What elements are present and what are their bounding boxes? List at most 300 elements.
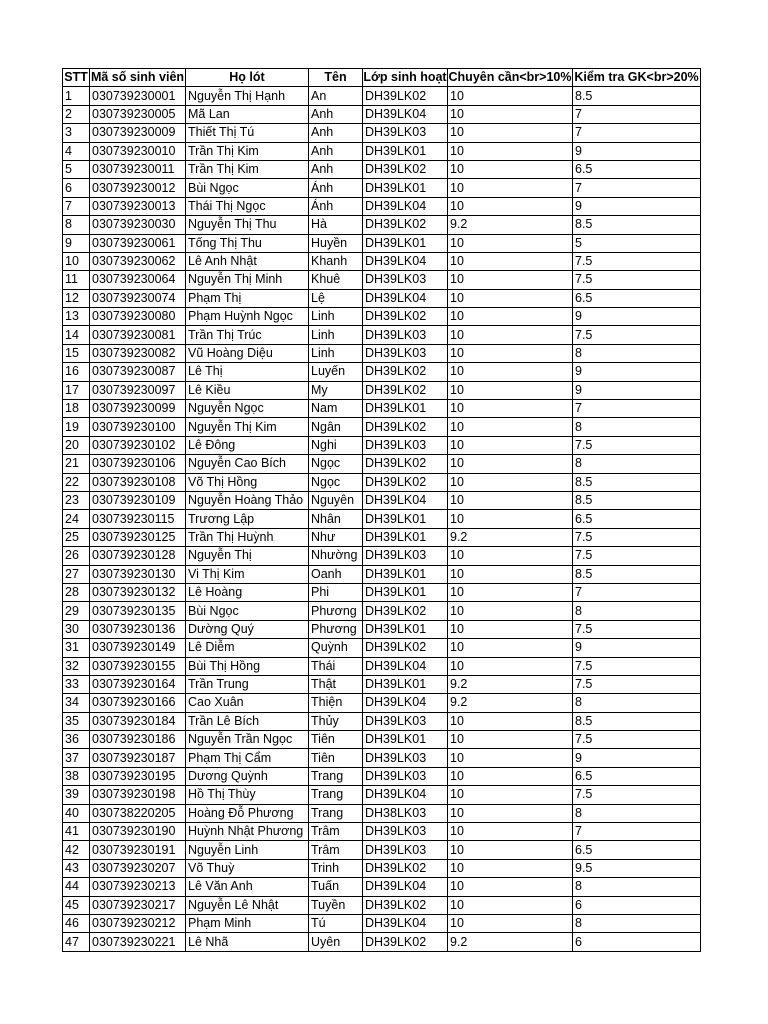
cell-stt: 22 bbox=[63, 473, 90, 491]
cell-class: DH39LK01 bbox=[363, 142, 448, 160]
cell-midterm: 8 bbox=[573, 418, 701, 436]
table-row bbox=[63, 620, 701, 638]
table-row bbox=[63, 859, 701, 877]
cell-stt: 17 bbox=[63, 381, 90, 399]
cell-stt: 39 bbox=[63, 786, 90, 804]
cell-attendance: 10 bbox=[448, 234, 573, 252]
cell-last-middle-name: Nguyễn Thị Kim bbox=[186, 418, 309, 436]
header-row bbox=[63, 69, 701, 87]
cell-midterm: 9 bbox=[573, 639, 701, 657]
cell-midterm: 8.5 bbox=[573, 473, 701, 491]
cell-first-name: Huyền bbox=[309, 234, 363, 252]
cell-first-name: An bbox=[309, 87, 363, 105]
cell-first-name: Tuấn bbox=[309, 878, 363, 896]
cell-last-middle-name: Phạm Minh bbox=[186, 914, 309, 932]
cell-midterm: 6 bbox=[573, 933, 701, 951]
cell-student-id: 030739230221 bbox=[90, 933, 186, 951]
cell-last-middle-name: Nguyễn Hoàng Thảo bbox=[186, 491, 309, 509]
cell-class: DH39LK02 bbox=[363, 87, 448, 105]
cell-first-name: Phương bbox=[309, 602, 363, 620]
cell-last-middle-name: Lê Thị bbox=[186, 363, 309, 381]
cell-last-middle-name: Võ Thuỳ bbox=[186, 859, 309, 877]
cell-attendance: 10 bbox=[448, 565, 573, 583]
cell-attendance: 10 bbox=[448, 436, 573, 454]
cell-midterm: 7.5 bbox=[573, 657, 701, 675]
cell-first-name: Nghi bbox=[309, 436, 363, 454]
table-row bbox=[63, 896, 701, 914]
cell-attendance: 10 bbox=[448, 179, 573, 197]
cell-midterm: 9 bbox=[573, 381, 701, 399]
cell-class: DH39LK03 bbox=[363, 841, 448, 859]
cell-attendance: 10 bbox=[448, 105, 573, 123]
cell-last-middle-name: Nguyễn Thị Hạnh bbox=[186, 87, 309, 105]
cell-last-middle-name: Lê Nhã bbox=[186, 933, 309, 951]
cell-student-id: 030739230217 bbox=[90, 896, 186, 914]
cell-last-middle-name: Hồ Thị Thùy bbox=[186, 786, 309, 804]
cell-class: DH39LK04 bbox=[363, 105, 448, 123]
cell-last-middle-name: Trần Trung bbox=[186, 675, 309, 693]
table-row bbox=[63, 841, 701, 859]
cell-class: DH39LK02 bbox=[363, 639, 448, 657]
cell-last-middle-name: Lê Văn Anh bbox=[186, 878, 309, 896]
table-row bbox=[63, 271, 701, 289]
cell-midterm: 7.5 bbox=[573, 786, 701, 804]
cell-class: DH39LK01 bbox=[363, 583, 448, 601]
cell-first-name: Ánh bbox=[309, 179, 363, 197]
cell-stt: 9 bbox=[63, 234, 90, 252]
cell-last-middle-name: Thái Thị Ngọc bbox=[186, 197, 309, 215]
cell-stt: 19 bbox=[63, 418, 90, 436]
table-row bbox=[63, 675, 701, 693]
table-row bbox=[63, 547, 701, 565]
cell-attendance: 10 bbox=[448, 823, 573, 841]
cell-midterm: 7 bbox=[573, 105, 701, 123]
cell-last-middle-name: Vũ Hoàng Diệu bbox=[186, 344, 309, 362]
cell-first-name: Trang bbox=[309, 804, 363, 822]
cell-student-id: 030739230061 bbox=[90, 234, 186, 252]
table-row bbox=[63, 216, 701, 234]
table-row bbox=[63, 639, 701, 657]
cell-first-name: Ngọc bbox=[309, 455, 363, 473]
cell-student-id: 030739230074 bbox=[90, 289, 186, 307]
cell-midterm: 9 bbox=[573, 197, 701, 215]
cell-stt: 30 bbox=[63, 620, 90, 638]
cell-student-id: 030739230109 bbox=[90, 491, 186, 509]
cell-class: DH39LK03 bbox=[363, 712, 448, 730]
cell-midterm: 6.5 bbox=[573, 767, 701, 785]
cell-class: DH39LK03 bbox=[363, 767, 448, 785]
cell-last-middle-name: Trần Thị Trúc bbox=[186, 326, 309, 344]
cell-student-id: 030739230097 bbox=[90, 381, 186, 399]
cell-midterm: 7.5 bbox=[573, 528, 701, 546]
cell-first-name: Trinh bbox=[309, 859, 363, 877]
cell-class: DH39LK03 bbox=[363, 271, 448, 289]
cell-midterm: 6.5 bbox=[573, 510, 701, 528]
header-midterm: Kiểm tra GK<br>20% bbox=[573, 69, 701, 87]
cell-attendance: 10 bbox=[448, 859, 573, 877]
cell-first-name: Uyên bbox=[309, 933, 363, 951]
cell-stt: 35 bbox=[63, 712, 90, 730]
cell-stt: 20 bbox=[63, 436, 90, 454]
cell-attendance: 10 bbox=[448, 583, 573, 601]
cell-stt: 16 bbox=[63, 363, 90, 381]
cell-student-id: 030739230081 bbox=[90, 326, 186, 344]
cell-class: DH39LK03 bbox=[363, 823, 448, 841]
student-grade-table bbox=[62, 68, 701, 952]
cell-stt: 1 bbox=[63, 87, 90, 105]
header-first-name: Tên bbox=[309, 69, 363, 87]
cell-midterm: 8 bbox=[573, 455, 701, 473]
cell-last-middle-name: Lê Anh Nhật bbox=[186, 252, 309, 270]
cell-first-name: Ngọc bbox=[309, 473, 363, 491]
cell-class: DH38LK03 bbox=[363, 804, 448, 822]
cell-stt: 5 bbox=[63, 160, 90, 178]
cell-student-id: 030739230108 bbox=[90, 473, 186, 491]
cell-stt: 40 bbox=[63, 804, 90, 822]
table-row bbox=[63, 933, 701, 951]
cell-attendance: 10 bbox=[448, 841, 573, 859]
cell-class: DH39LK02 bbox=[363, 473, 448, 491]
cell-first-name: Tiên bbox=[309, 749, 363, 767]
cell-stt: 14 bbox=[63, 326, 90, 344]
cell-class: DH39LK04 bbox=[363, 289, 448, 307]
cell-attendance: 10 bbox=[448, 271, 573, 289]
cell-midterm: 9 bbox=[573, 749, 701, 767]
cell-last-middle-name: Nguyễn Lê Nhật bbox=[186, 896, 309, 914]
cell-midterm: 8 bbox=[573, 804, 701, 822]
table-row bbox=[63, 197, 701, 215]
table-row bbox=[63, 418, 701, 436]
cell-class: DH39LK04 bbox=[363, 878, 448, 896]
cell-midterm: 7.5 bbox=[573, 436, 701, 454]
cell-first-name: Quỳnh bbox=[309, 639, 363, 657]
cell-class: DH39LK03 bbox=[363, 436, 448, 454]
cell-stt: 6 bbox=[63, 179, 90, 197]
cell-midterm: 6.5 bbox=[573, 160, 701, 178]
cell-class: DH39LK01 bbox=[363, 400, 448, 418]
cell-stt: 32 bbox=[63, 657, 90, 675]
cell-student-id: 030739230082 bbox=[90, 344, 186, 362]
table-row bbox=[63, 694, 701, 712]
cell-student-id: 030739230001 bbox=[90, 87, 186, 105]
header-student-id: Mã số sinh viên bbox=[90, 69, 186, 87]
cell-attendance: 10 bbox=[448, 124, 573, 142]
cell-class: DH39LK01 bbox=[363, 565, 448, 583]
cell-class: DH39LK01 bbox=[363, 620, 448, 638]
cell-last-middle-name: Trương Lập bbox=[186, 510, 309, 528]
cell-midterm: 7 bbox=[573, 583, 701, 601]
cell-first-name: Nguyên bbox=[309, 491, 363, 509]
cell-class: DH39LK02 bbox=[363, 933, 448, 951]
cell-midterm: 8.5 bbox=[573, 565, 701, 583]
cell-stt: 47 bbox=[63, 933, 90, 951]
cell-attendance: 9.2 bbox=[448, 933, 573, 951]
cell-last-middle-name: Lê Diễm bbox=[186, 639, 309, 657]
cell-stt: 38 bbox=[63, 767, 90, 785]
cell-first-name: Lệ bbox=[309, 289, 363, 307]
table-row bbox=[63, 804, 701, 822]
cell-first-name: Anh bbox=[309, 160, 363, 178]
cell-stt: 28 bbox=[63, 583, 90, 601]
cell-student-id: 030739230115 bbox=[90, 510, 186, 528]
cell-first-name: Phi bbox=[309, 583, 363, 601]
cell-class: DH39LK02 bbox=[363, 160, 448, 178]
table-row bbox=[63, 326, 701, 344]
cell-class: DH39LK02 bbox=[363, 859, 448, 877]
table-row bbox=[63, 510, 701, 528]
cell-last-middle-name: Lê Hoàng bbox=[186, 583, 309, 601]
cell-stt: 45 bbox=[63, 896, 90, 914]
cell-first-name: Linh bbox=[309, 308, 363, 326]
cell-student-id: 030739230155 bbox=[90, 657, 186, 675]
cell-attendance: 10 bbox=[448, 197, 573, 215]
cell-class: DH39LK03 bbox=[363, 326, 448, 344]
cell-student-id: 030739230030 bbox=[90, 216, 186, 234]
table-row bbox=[63, 914, 701, 932]
table-row bbox=[63, 767, 701, 785]
cell-student-id: 030739230149 bbox=[90, 639, 186, 657]
cell-student-id: 030739230099 bbox=[90, 400, 186, 418]
table-row bbox=[63, 565, 701, 583]
cell-class: DH39LK02 bbox=[363, 308, 448, 326]
table-row bbox=[63, 473, 701, 491]
cell-first-name: Ánh bbox=[309, 197, 363, 215]
cell-stt: 18 bbox=[63, 400, 90, 418]
cell-class: DH39LK04 bbox=[363, 786, 448, 804]
header-stt: STT bbox=[63, 69, 90, 87]
cell-stt: 24 bbox=[63, 510, 90, 528]
cell-stt: 23 bbox=[63, 491, 90, 509]
table-row bbox=[63, 823, 701, 841]
cell-midterm: 8.5 bbox=[573, 712, 701, 730]
cell-first-name: Tiên bbox=[309, 731, 363, 749]
table-row bbox=[63, 749, 701, 767]
table-row bbox=[63, 528, 701, 546]
cell-stt: 33 bbox=[63, 675, 90, 693]
cell-student-id: 030739230125 bbox=[90, 528, 186, 546]
cell-last-middle-name: Lê Đông bbox=[186, 436, 309, 454]
cell-last-middle-name: Phạm Huỳnh Ngọc bbox=[186, 308, 309, 326]
cell-first-name: Linh bbox=[309, 344, 363, 362]
cell-student-id: 030739230198 bbox=[90, 786, 186, 804]
cell-first-name: Khuê bbox=[309, 271, 363, 289]
cell-student-id: 030739230012 bbox=[90, 179, 186, 197]
cell-class: DH39LK02 bbox=[363, 363, 448, 381]
cell-stt: 29 bbox=[63, 602, 90, 620]
cell-stt: 41 bbox=[63, 823, 90, 841]
cell-last-middle-name: Trần Lê Bích bbox=[186, 712, 309, 730]
cell-last-middle-name: Võ Thị Hồng bbox=[186, 473, 309, 491]
cell-first-name: Khanh bbox=[309, 252, 363, 270]
cell-midterm: 5 bbox=[573, 234, 701, 252]
cell-student-id: 030739230062 bbox=[90, 252, 186, 270]
cell-first-name: Thiện bbox=[309, 694, 363, 712]
cell-attendance: 10 bbox=[448, 491, 573, 509]
cell-class: DH39LK04 bbox=[363, 914, 448, 932]
cell-first-name: Oanh bbox=[309, 565, 363, 583]
cell-attendance: 9.2 bbox=[448, 216, 573, 234]
cell-last-middle-name: Nguyễn Thị Minh bbox=[186, 271, 309, 289]
cell-attendance: 10 bbox=[448, 914, 573, 932]
cell-attendance: 10 bbox=[448, 418, 573, 436]
cell-midterm: 7.5 bbox=[573, 675, 701, 693]
table-row bbox=[63, 142, 701, 160]
cell-last-middle-name: Vi Thị Kim bbox=[186, 565, 309, 583]
table-row bbox=[63, 657, 701, 675]
table-row bbox=[63, 308, 701, 326]
cell-class: DH39LK02 bbox=[363, 455, 448, 473]
cell-midterm: 7 bbox=[573, 400, 701, 418]
cell-student-id: 030739230135 bbox=[90, 602, 186, 620]
cell-last-middle-name: Nguyễn Trần Ngọc bbox=[186, 731, 309, 749]
cell-first-name: Trâm bbox=[309, 841, 363, 859]
cell-last-middle-name: Phạm Thị bbox=[186, 289, 309, 307]
cell-class: DH39LK02 bbox=[363, 418, 448, 436]
cell-last-middle-name: Nguyễn Ngọc bbox=[186, 400, 309, 418]
cell-student-id: 030739230100 bbox=[90, 418, 186, 436]
cell-attendance: 9.2 bbox=[448, 694, 573, 712]
cell-midterm: 8 bbox=[573, 602, 701, 620]
cell-class: DH39LK01 bbox=[363, 675, 448, 693]
cell-student-id: 030739230191 bbox=[90, 841, 186, 859]
cell-first-name: Tuyền bbox=[309, 896, 363, 914]
cell-student-id: 030739230064 bbox=[90, 271, 186, 289]
cell-last-middle-name: Trần Thị Huỳnh bbox=[186, 528, 309, 546]
cell-class: DH39LK03 bbox=[363, 124, 448, 142]
cell-stt: 12 bbox=[63, 289, 90, 307]
cell-last-middle-name: Mã Lan bbox=[186, 105, 309, 123]
cell-attendance: 10 bbox=[448, 547, 573, 565]
cell-stt: 3 bbox=[63, 124, 90, 142]
table-row bbox=[63, 602, 701, 620]
cell-class: DH39LK03 bbox=[363, 547, 448, 565]
table-row bbox=[63, 455, 701, 473]
cell-attendance: 10 bbox=[448, 620, 573, 638]
cell-first-name: Hà bbox=[309, 216, 363, 234]
table-row bbox=[63, 105, 701, 123]
table-body bbox=[63, 87, 701, 951]
cell-first-name: Trang bbox=[309, 786, 363, 804]
cell-last-middle-name: Nguyễn Cao Bích bbox=[186, 455, 309, 473]
cell-student-id: 030739230136 bbox=[90, 620, 186, 638]
cell-midterm: 8 bbox=[573, 344, 701, 362]
cell-midterm: 8.5 bbox=[573, 216, 701, 234]
header-class: Lớp sinh hoạt bbox=[363, 69, 448, 87]
cell-stt: 13 bbox=[63, 308, 90, 326]
cell-attendance: 10 bbox=[448, 252, 573, 270]
table-row bbox=[63, 731, 701, 749]
cell-student-id: 030739230128 bbox=[90, 547, 186, 565]
cell-midterm: 7 bbox=[573, 823, 701, 841]
cell-last-middle-name: Trần Thị Kim bbox=[186, 160, 309, 178]
cell-last-middle-name: Tống Thị Thu bbox=[186, 234, 309, 252]
cell-first-name: My bbox=[309, 381, 363, 399]
cell-stt: 43 bbox=[63, 859, 90, 877]
cell-class: DH39LK02 bbox=[363, 381, 448, 399]
cell-attendance: 10 bbox=[448, 749, 573, 767]
cell-class: DH39LK04 bbox=[363, 694, 448, 712]
cell-student-id: 030739230013 bbox=[90, 197, 186, 215]
cell-class: DH39LK01 bbox=[363, 179, 448, 197]
cell-attendance: 10 bbox=[448, 381, 573, 399]
table-row bbox=[63, 124, 701, 142]
cell-last-middle-name: Huỳnh Nhật Phương bbox=[186, 823, 309, 841]
cell-first-name: Nhường bbox=[309, 547, 363, 565]
cell-student-id: 030739230132 bbox=[90, 583, 186, 601]
cell-stt: 31 bbox=[63, 639, 90, 657]
cell-midterm: 8.5 bbox=[573, 491, 701, 509]
cell-midterm: 6.5 bbox=[573, 289, 701, 307]
cell-first-name: Luyến bbox=[309, 363, 363, 381]
cell-student-id: 030739230195 bbox=[90, 767, 186, 785]
cell-last-middle-name: Nguyễn Thị bbox=[186, 547, 309, 565]
cell-class: DH39LK01 bbox=[363, 528, 448, 546]
cell-last-middle-name: Hoàng Đỗ Phương bbox=[186, 804, 309, 822]
cell-stt: 7 bbox=[63, 197, 90, 215]
cell-attendance: 10 bbox=[448, 731, 573, 749]
cell-midterm: 7.5 bbox=[573, 271, 701, 289]
cell-attendance: 10 bbox=[448, 878, 573, 896]
cell-first-name: Thật bbox=[309, 675, 363, 693]
cell-last-middle-name: Trần Thị Kim bbox=[186, 142, 309, 160]
cell-student-id: 030739230102 bbox=[90, 436, 186, 454]
cell-student-id: 030739230009 bbox=[90, 124, 186, 142]
cell-last-middle-name: Bùi Thị Hồng bbox=[186, 657, 309, 675]
cell-midterm: 6.5 bbox=[573, 841, 701, 859]
cell-first-name: Như bbox=[309, 528, 363, 546]
cell-attendance: 10 bbox=[448, 160, 573, 178]
cell-student-id: 030739230190 bbox=[90, 823, 186, 841]
table-row bbox=[63, 712, 701, 730]
table-row bbox=[63, 344, 701, 362]
cell-midterm: 8.5 bbox=[573, 87, 701, 105]
header-attendance: Chuyên cần<br>10% bbox=[448, 69, 573, 87]
cell-first-name: Anh bbox=[309, 124, 363, 142]
cell-student-id: 030739230213 bbox=[90, 878, 186, 896]
cell-stt: 27 bbox=[63, 565, 90, 583]
cell-last-middle-name: Phạm Thị Cẩm bbox=[186, 749, 309, 767]
cell-stt: 8 bbox=[63, 216, 90, 234]
cell-attendance: 10 bbox=[448, 712, 573, 730]
cell-stt: 46 bbox=[63, 914, 90, 932]
table-row bbox=[63, 87, 701, 105]
cell-first-name: Phương bbox=[309, 620, 363, 638]
cell-attendance: 10 bbox=[448, 473, 573, 491]
cell-stt: 36 bbox=[63, 731, 90, 749]
cell-first-name: Nam bbox=[309, 400, 363, 418]
cell-student-id: 030739230186 bbox=[90, 731, 186, 749]
table-row bbox=[63, 583, 701, 601]
cell-class: DH39LK02 bbox=[363, 896, 448, 914]
cell-class: DH39LK01 bbox=[363, 234, 448, 252]
cell-attendance: 10 bbox=[448, 308, 573, 326]
cell-stt: 34 bbox=[63, 694, 90, 712]
cell-stt: 15 bbox=[63, 344, 90, 362]
cell-midterm: 9 bbox=[573, 363, 701, 381]
cell-last-middle-name: Lê Kiều bbox=[186, 381, 309, 399]
cell-stt: 44 bbox=[63, 878, 90, 896]
cell-stt: 21 bbox=[63, 455, 90, 473]
cell-last-middle-name: Nguyễn Linh bbox=[186, 841, 309, 859]
cell-midterm: 7.5 bbox=[573, 547, 701, 565]
cell-last-middle-name: Nguyễn Thị Thu bbox=[186, 216, 309, 234]
cell-first-name: Tú bbox=[309, 914, 363, 932]
table-row bbox=[63, 786, 701, 804]
cell-last-middle-name: Dương Quỳnh bbox=[186, 767, 309, 785]
table-row bbox=[63, 179, 701, 197]
cell-attendance: 10 bbox=[448, 400, 573, 418]
table-row bbox=[63, 234, 701, 252]
